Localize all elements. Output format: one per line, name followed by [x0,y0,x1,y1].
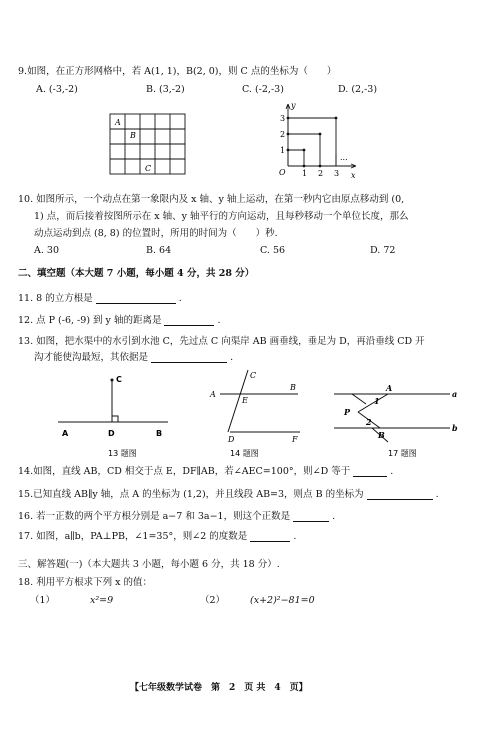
q17-end: . [293,531,297,542]
q9-option-d: D. (2,-3) [338,84,378,95]
figure-13 [58,372,173,460]
q9-option-a: A. (-3,-2) [36,84,78,95]
y-tick-3: 3 [280,114,286,123]
fig14-label-a: A [210,390,216,399]
q17-text: 17. 如图，a∥b，PA⊥PB，∠1=35°，则∠2 的度数是 [18,531,248,542]
q14-answer-blank[interactable] [353,476,387,477]
q9-grid-figure [110,114,190,176]
section3-title: 三、解答题(一)（本大题共 3 小题，每小题 6 分，共 18 分）. [18,559,280,570]
y-tick-1: 1 [280,146,286,155]
q11-end: . [178,293,182,304]
q18-part1-number: （1） [30,595,56,606]
q9-option-c: C. (-2,-3) [242,84,284,95]
x-tick-1: 1 [302,169,308,178]
x-tick-3: 3 [334,169,340,178]
grid-label-b: B [130,131,136,140]
y-tick-2: 2 [280,130,286,139]
fig14-label-d: D [228,435,235,444]
q9-option-b: B. (3,-2) [146,84,185,95]
q10-option-b: B. 64 [146,245,172,256]
figure-17 [328,382,468,460]
q17 [18,531,296,542]
q14-end: . [390,466,394,477]
q18-text: 18. 利用平方根求下列 x 的值： [18,577,153,588]
grid-label-a: A [115,118,121,127]
fig13-label-a: A [62,429,69,438]
q15-answer-blank[interactable] [367,499,433,500]
fig17-label-2: 2 [366,417,372,427]
figure-14 [208,370,308,460]
fig13-label-c: C [116,375,122,384]
fig17-label-a-line: a [452,389,458,399]
fig14-label-b: B [290,383,296,392]
q10-motion-figure [276,100,366,180]
axis-label-origin: O [279,168,286,177]
fig17-label-1: 1 [374,396,380,406]
q16-text: 16. 若一正数的两个平方根分别是 a−7 和 3a−1，则这个正数是 [18,511,291,522]
q15-text: 15.已知直线 AB∥y 轴，点 A 的坐标为 (1,2)，并且线段 AB=3，则点 B 的坐标为 [18,489,364,500]
q13-line2: 沟才能使沟最短，其依据是 [34,352,149,363]
q12-text: 12. 点 P (-6, -9) 到 y 轴的距离是 [18,315,162,326]
fig17-label-b-line: b [452,423,458,433]
q13-answer-blank[interactable] [151,362,227,363]
q10-option-a: A. 30 [34,245,59,256]
fig14-caption: 14 题图 [230,449,259,458]
fig13-caption: 13 题图 [108,449,137,458]
axis-continuation-dots: ... [340,153,348,162]
q17-answer-blank[interactable] [250,541,290,542]
q13-end: . [230,352,234,363]
q9-stem: 9.如图，在正方形网格中，若 A(1, 1)，B(2, 0)，则 C 点的坐标为（ ） [18,66,337,77]
q12 [18,315,221,326]
fig17-label-b-point: B [378,430,385,440]
q10-line3: 动点运动到点 (8, 8) 的位置时，所用的时间为（ ）秒. [34,228,278,239]
q16 [18,511,335,522]
fig13-label-d: D [108,429,115,438]
fig14-label-e: E [242,396,248,405]
fig14-label-f: F [292,435,298,444]
fig17-caption: 17 题图 [388,449,417,458]
q15-end: . [435,489,439,500]
q18-part2-number: （2） [200,595,226,606]
q10-line2: 1) 点，而后接着按图所示在 x 轴、y 轴平行的方向运动，且每秒移动一个单位长度，那么 [34,211,409,222]
q11-text: 11. 8 的立方根是 [18,293,93,304]
q13-line2-row [34,352,233,363]
grid-label-c: C [145,164,152,173]
q11 [18,293,182,304]
q14 [18,466,393,477]
fig17-label-p: P [344,407,351,417]
section2-title: 二、填空题（本大题 7 小题，每小题 4 分，共 28 分） [18,268,255,279]
axis-label-x: x [351,171,356,180]
page-footer: 【七年级数学试卷 第 2 页 共 4 页】 [130,683,308,693]
q16-end: . [332,511,336,522]
axis-label-y: y [291,101,296,110]
q15 [18,489,439,500]
x-tick-2: 2 [318,169,324,178]
q14-text: 14.如图，直线 AB，CD 相交于点 E，DF∥AB，若∠AEC=100°，则∠D 等于 [18,466,351,477]
fig14-label-c: C [250,371,257,380]
fig13-label-b: B [156,429,163,438]
q18-part1-equation: x²=9 [90,595,114,606]
q10-line1: 10. 如图所示，一个动点在第一象限内及 x 轴、y 轴上运动，在第一秒内它由原点移动到 (0, [18,194,405,205]
q10-option-d: D. 72 [370,245,396,256]
q11-answer-blank[interactable] [96,303,176,304]
q12-answer-blank[interactable] [164,325,214,326]
q18-part2-equation: (x+2)²−81=0 [250,595,315,606]
q12-end: . [217,315,221,326]
fig17-label-a-point: A [386,383,393,393]
q13-line1: 13. 如图，把水渠中的水引到水池 C，先过点 C 向渠岸 AB 画垂线，垂足为 D，再沿垂线 CD 开 [18,336,425,347]
q16-answer-blank[interactable] [293,521,329,522]
q10-option-c: C. 56 [260,245,286,256]
